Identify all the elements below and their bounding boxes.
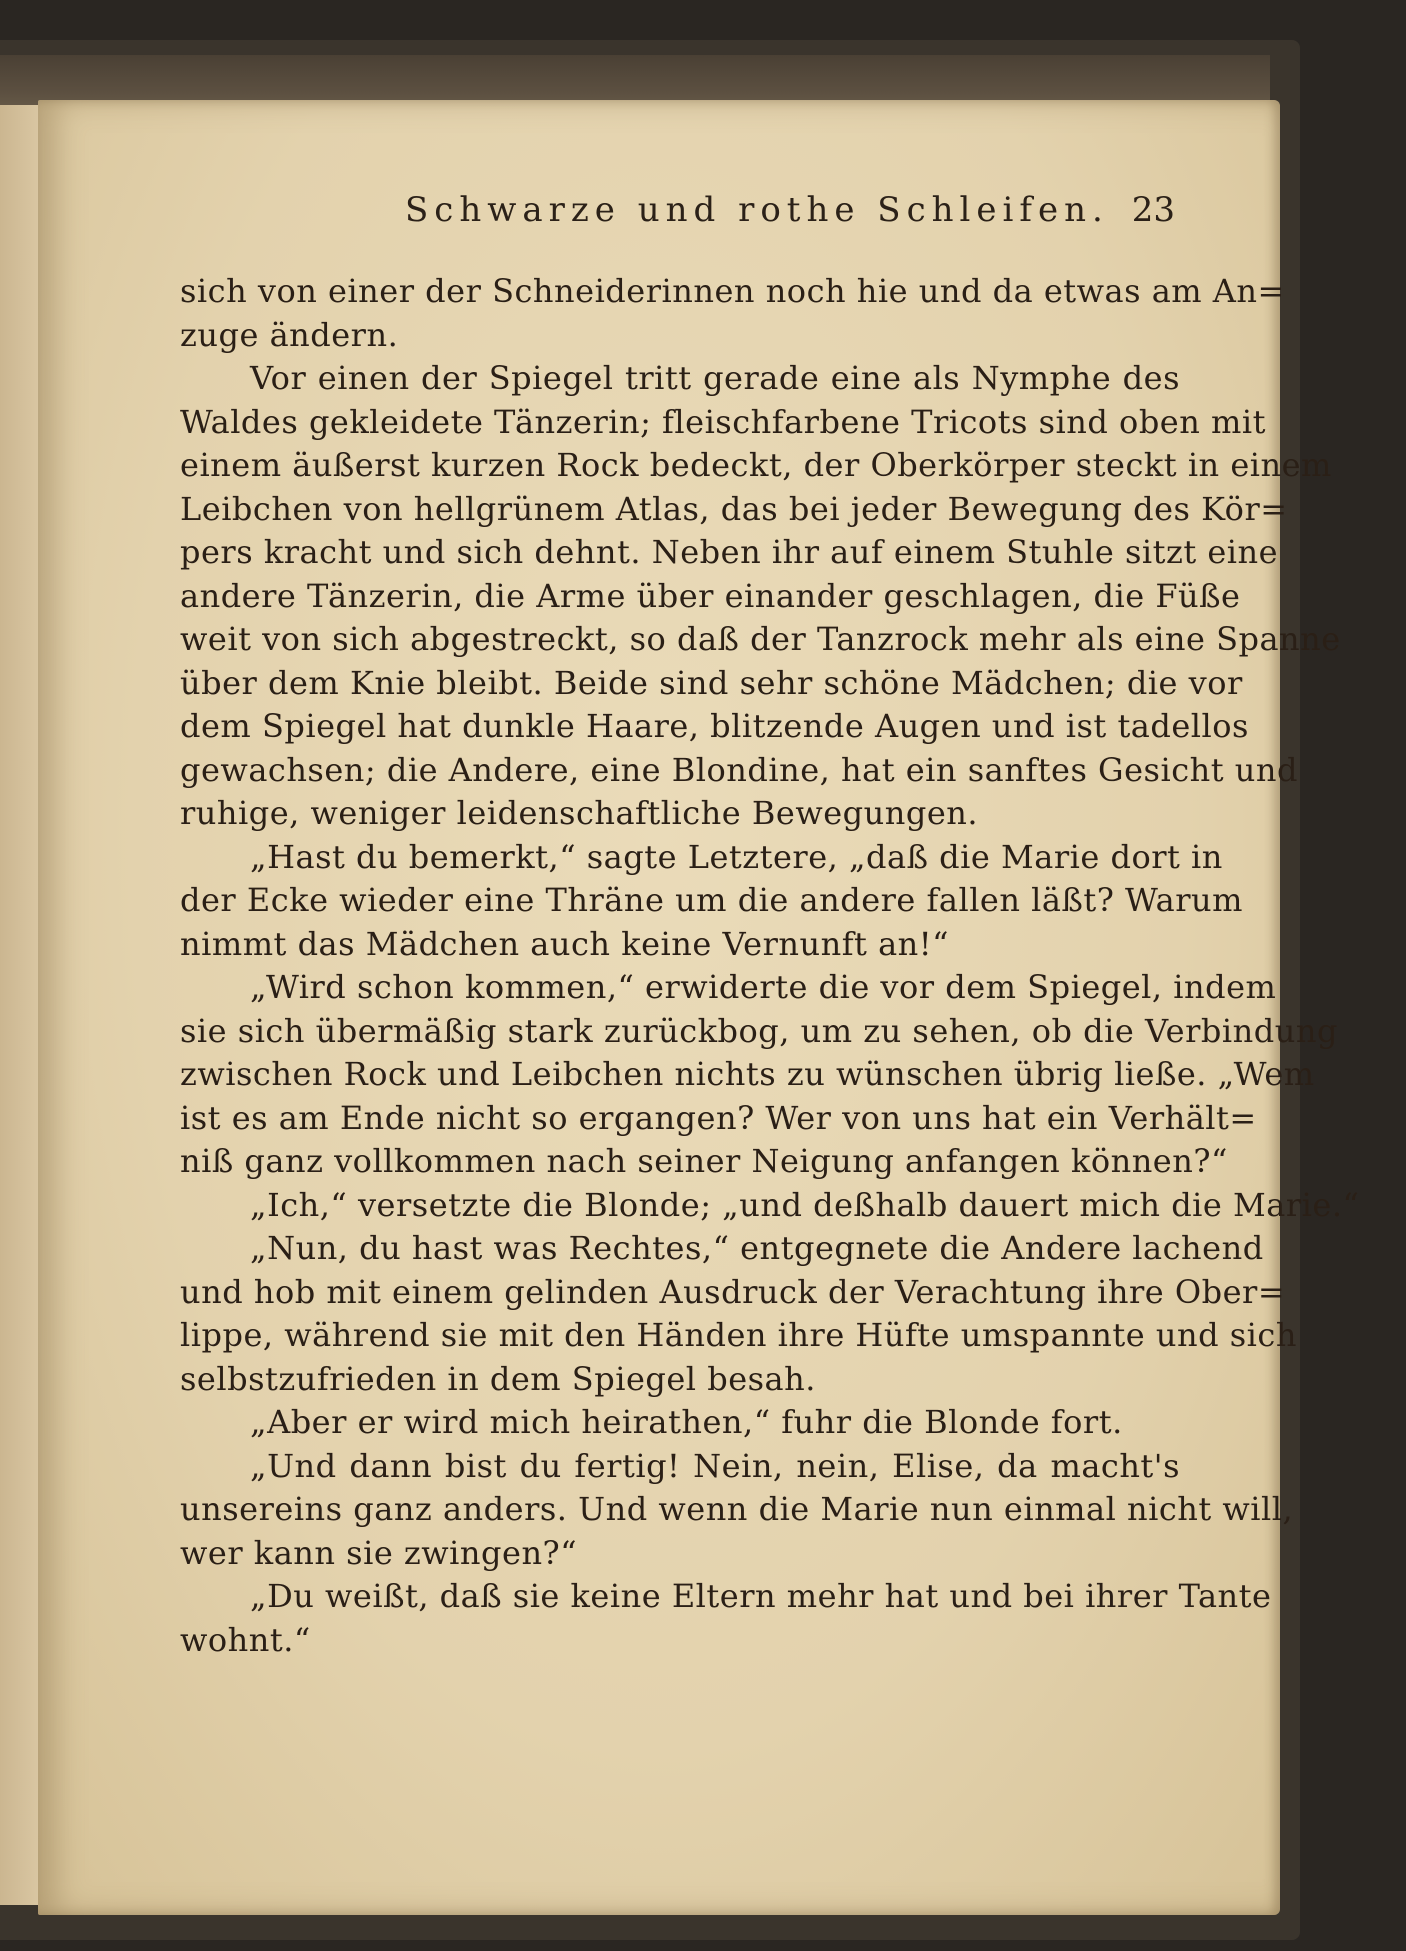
body-text — [180, 270, 1360, 1662]
text-line: dem Spiegel hat dunkle Haare, blitzende Augen und ist tadellos — [180, 707, 1249, 745]
text-line: pers kracht und sich dehnt. Neben ihr auf einem Stuhle sitzt eine — [180, 533, 1279, 571]
text-line: „Aber er wird mich heirathen,“ fuhr die Blonde fort. — [250, 1403, 1123, 1441]
text-line: weit von sich abgestreckt, so daß der Tanzrock mehr als eine Spanne — [180, 620, 1341, 658]
text-line: „Ich,“ versetzte die Blonde; „und deßhalb dauert mich die Marie.“ — [250, 1185, 1360, 1224]
text-line: Leibchen von hellgrünem Atlas, das bei jeder Bewegung des Kör= — [180, 489, 1288, 528]
facing-page-edge — [0, 105, 40, 1905]
text-line: „Du weißt, daß sie keine Eltern mehr hat und bei ihrer Tante — [250, 1577, 1272, 1615]
text-line: gewachsen; die Andere, eine Blondine, hat ein sanftes Gesicht und — [180, 750, 1298, 789]
text-line: wer kann sie zwingen?“ — [180, 1533, 578, 1572]
text-line: unsereins ganz anders. Und wenn die Marie nun einmal nicht will, — [180, 1490, 1294, 1528]
text-line: über dem Knie bleibt. Beide sind sehr schöne Mädchen; die vor — [180, 663, 1243, 702]
text-line: zuge ändern. — [180, 315, 399, 354]
text-line: lippe, während sie mit den Händen ihre Hüfte umspannte und sich — [180, 1316, 1297, 1354]
text-line: und hob mit einem gelinden Ausdruck der Verachtung ihre Ober= — [180, 1272, 1286, 1311]
text-line: wohnt.“ — [180, 1620, 311, 1659]
text-line: ist es am Ende nicht so ergangen? Wer von uns hat ein Verhält= — [180, 1098, 1257, 1137]
text-line: „Hast du bemerkt,“ sagte Letztere, „daß die Marie dort in — [250, 837, 1223, 876]
text-line: andere Tänzerin, die Arme über einander geschlagen, die Füße — [180, 576, 1241, 615]
running-head — [175, 190, 1175, 250]
text-line: Waldes gekleidete Tänzerin; fleischfarbene Tricots sind oben mit — [180, 402, 1266, 441]
text-line: der Ecke wieder eine Thräne um die andere fallen läßt? Warum — [180, 881, 1243, 919]
text-line: ruhige, weniger leidenschaftliche Bewegungen. — [180, 794, 979, 832]
text-line: „Wird schon kommen,“ erwiderte die vor dem Spiegel, indem — [250, 968, 1277, 1006]
text-line: selbstzufrieden in dem Spiegel besah. — [180, 1359, 816, 1398]
text-line: zwischen Rock und Leibchen nichts zu wünschen übrig ließe. „Wem — [180, 1055, 1315, 1093]
text-line: nimmt das Mädchen auch keine Vernunft an!“ — [180, 924, 949, 963]
text-line: sich von einer der Schneiderinnen noch hie und da etwas am An= — [180, 272, 1285, 310]
text-line: sie sich übermäßig stark zurückbog, um zu sehen, ob die Verbindung — [180, 1011, 1338, 1050]
text-line: einem äußerst kurzen Rock bedeckt, der Oberkörper steckt in einem — [180, 446, 1332, 484]
text-line: Vor einen der Spiegel tritt gerade eine als Nymphe des — [250, 359, 1180, 397]
page-number: 23 — [1131, 190, 1175, 230]
text-line: niß ganz vollkommen nach seiner Neigung anfangen können?“ — [180, 1142, 1228, 1180]
text-line: „Nun, du hast was Rechtes,“ entgegnete die Andere lachend — [250, 1229, 1264, 1267]
text-line: „Und dann bist du fertig! Nein, nein, Elise, da macht's — [250, 1446, 1180, 1485]
running-title: Schwarze und rothe Schleifen. — [405, 190, 1109, 230]
